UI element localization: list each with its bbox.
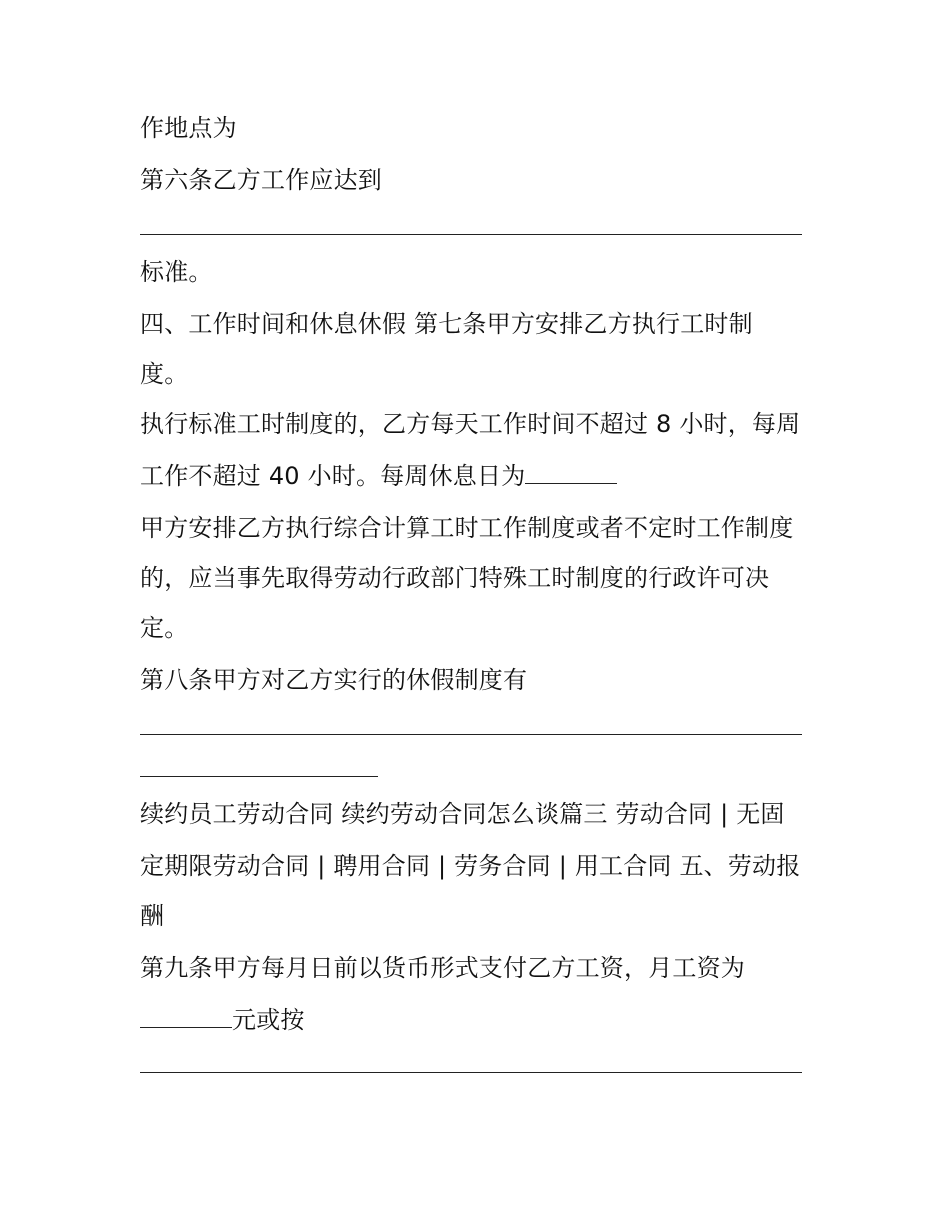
text-line: 酬 bbox=[140, 902, 165, 930]
text-segment: 工作不超过 40 小时。每周休息日为 bbox=[140, 462, 526, 490]
text-line: 的，应当事先取得劳动行政部门特殊工时制度的行政许可决 bbox=[140, 564, 770, 592]
text-line: 定期限劳动合同 | 聘用合同 | 劳务合同 | 用工合同 五、劳动报 bbox=[140, 852, 801, 880]
text-line: 执行标准工时制度的，乙方每天工作时间不超过 8 小时，每周 bbox=[140, 410, 801, 438]
text-line: 第六条乙方工作应达到 bbox=[140, 166, 382, 194]
text-line: 作地点为 bbox=[140, 114, 237, 142]
text-line-with-blank bbox=[140, 460, 617, 492]
fill-in-blank-line bbox=[140, 734, 802, 735]
fill-in-blank bbox=[525, 461, 617, 484]
fill-in-blank-line bbox=[140, 776, 378, 777]
fill-in-blank bbox=[140, 1005, 232, 1028]
text-line: 四、工作时间和休息休假 第七条甲方安排乙方执行工时制 bbox=[140, 310, 753, 338]
text-line: 标准。 bbox=[140, 258, 213, 286]
text-line: 度。 bbox=[140, 360, 189, 388]
text-line: 甲方安排乙方执行综合计算工时工作制度或者不定时工作制度 bbox=[140, 514, 794, 542]
text-line: 定。 bbox=[140, 614, 189, 642]
text-segment: 元或按 bbox=[232, 1006, 305, 1034]
fill-in-blank-line bbox=[140, 234, 802, 235]
text-line: 第九条甲方每月日前以货币形式支付乙方工资，月工资为 bbox=[140, 954, 745, 982]
text-line: 第八条甲方对乙方实行的休假制度有 bbox=[140, 666, 528, 694]
text-line: 续约员工劳动合同 续约劳动合同怎么谈篇三 劳动合同 | 无固 bbox=[140, 800, 785, 828]
fill-in-blank-line bbox=[140, 1072, 802, 1073]
text-line-with-blank bbox=[140, 1004, 305, 1036]
